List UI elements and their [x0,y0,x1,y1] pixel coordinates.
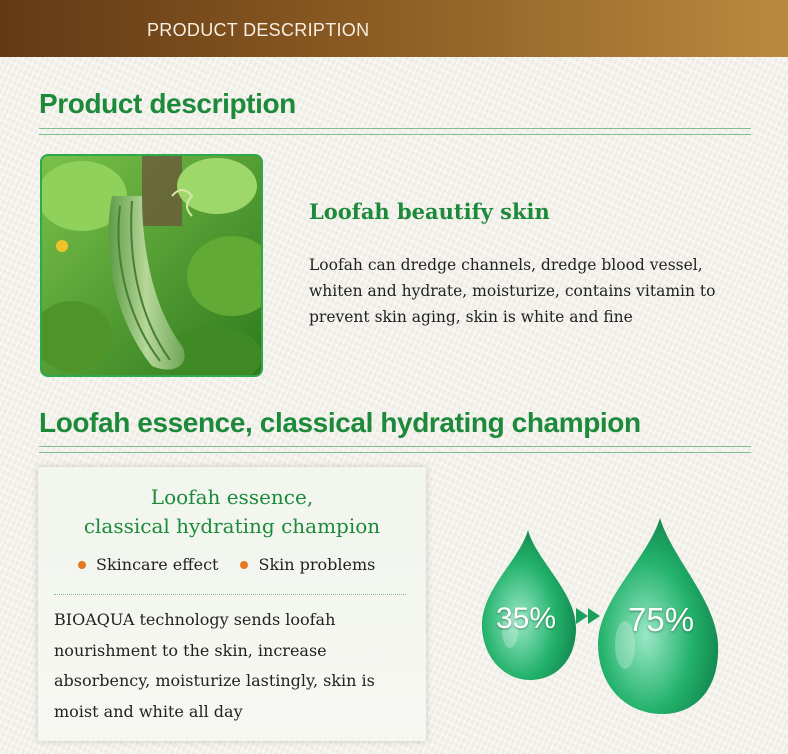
card-title-line2: classical hydrating champion [83,514,381,538]
card-title-line1: Loofah essence, [150,485,314,509]
section-divider [39,128,751,135]
card-text: BIOAQUA technology sends loofah nourishment to the skin, increase absorbency, moisturize lastingly, skin is moist and white all day [54,610,375,721]
bullet-item [78,555,218,574]
drop-label-after: 75% [628,601,695,638]
double-arrow-icon [576,608,604,624]
bullet-dot-icon [240,561,248,569]
section-divider [39,446,751,453]
loofah-photo [40,154,263,377]
bullet-item [240,555,375,574]
section-heading-hydrating-champion: Loofah essence, classical hydrating champion [39,407,641,438]
banner-title: PRODUCT DESCRIPTION [147,20,370,40]
subtitle-loofah-beautify-skin: Loofah beautify skin [309,199,550,224]
bullet-dot-icon [78,561,86,569]
info-card [38,467,426,741]
bullet-label: Skincare effect [96,555,219,574]
header-banner [0,0,788,57]
drop-label-before: 35% [496,602,557,635]
card-divider [54,594,406,595]
bullet-label: Skin problems [258,555,376,574]
bullet-list [78,555,375,574]
card-title [38,483,426,541]
description-paragraph: Loofah can dredge channels, dredge blood vessel, whiten and hydrate, moisturize, contains vitamin to prevent skin aging, skin is white and fine [309,256,716,326]
section-heading-product-description: Product description [39,88,296,119]
